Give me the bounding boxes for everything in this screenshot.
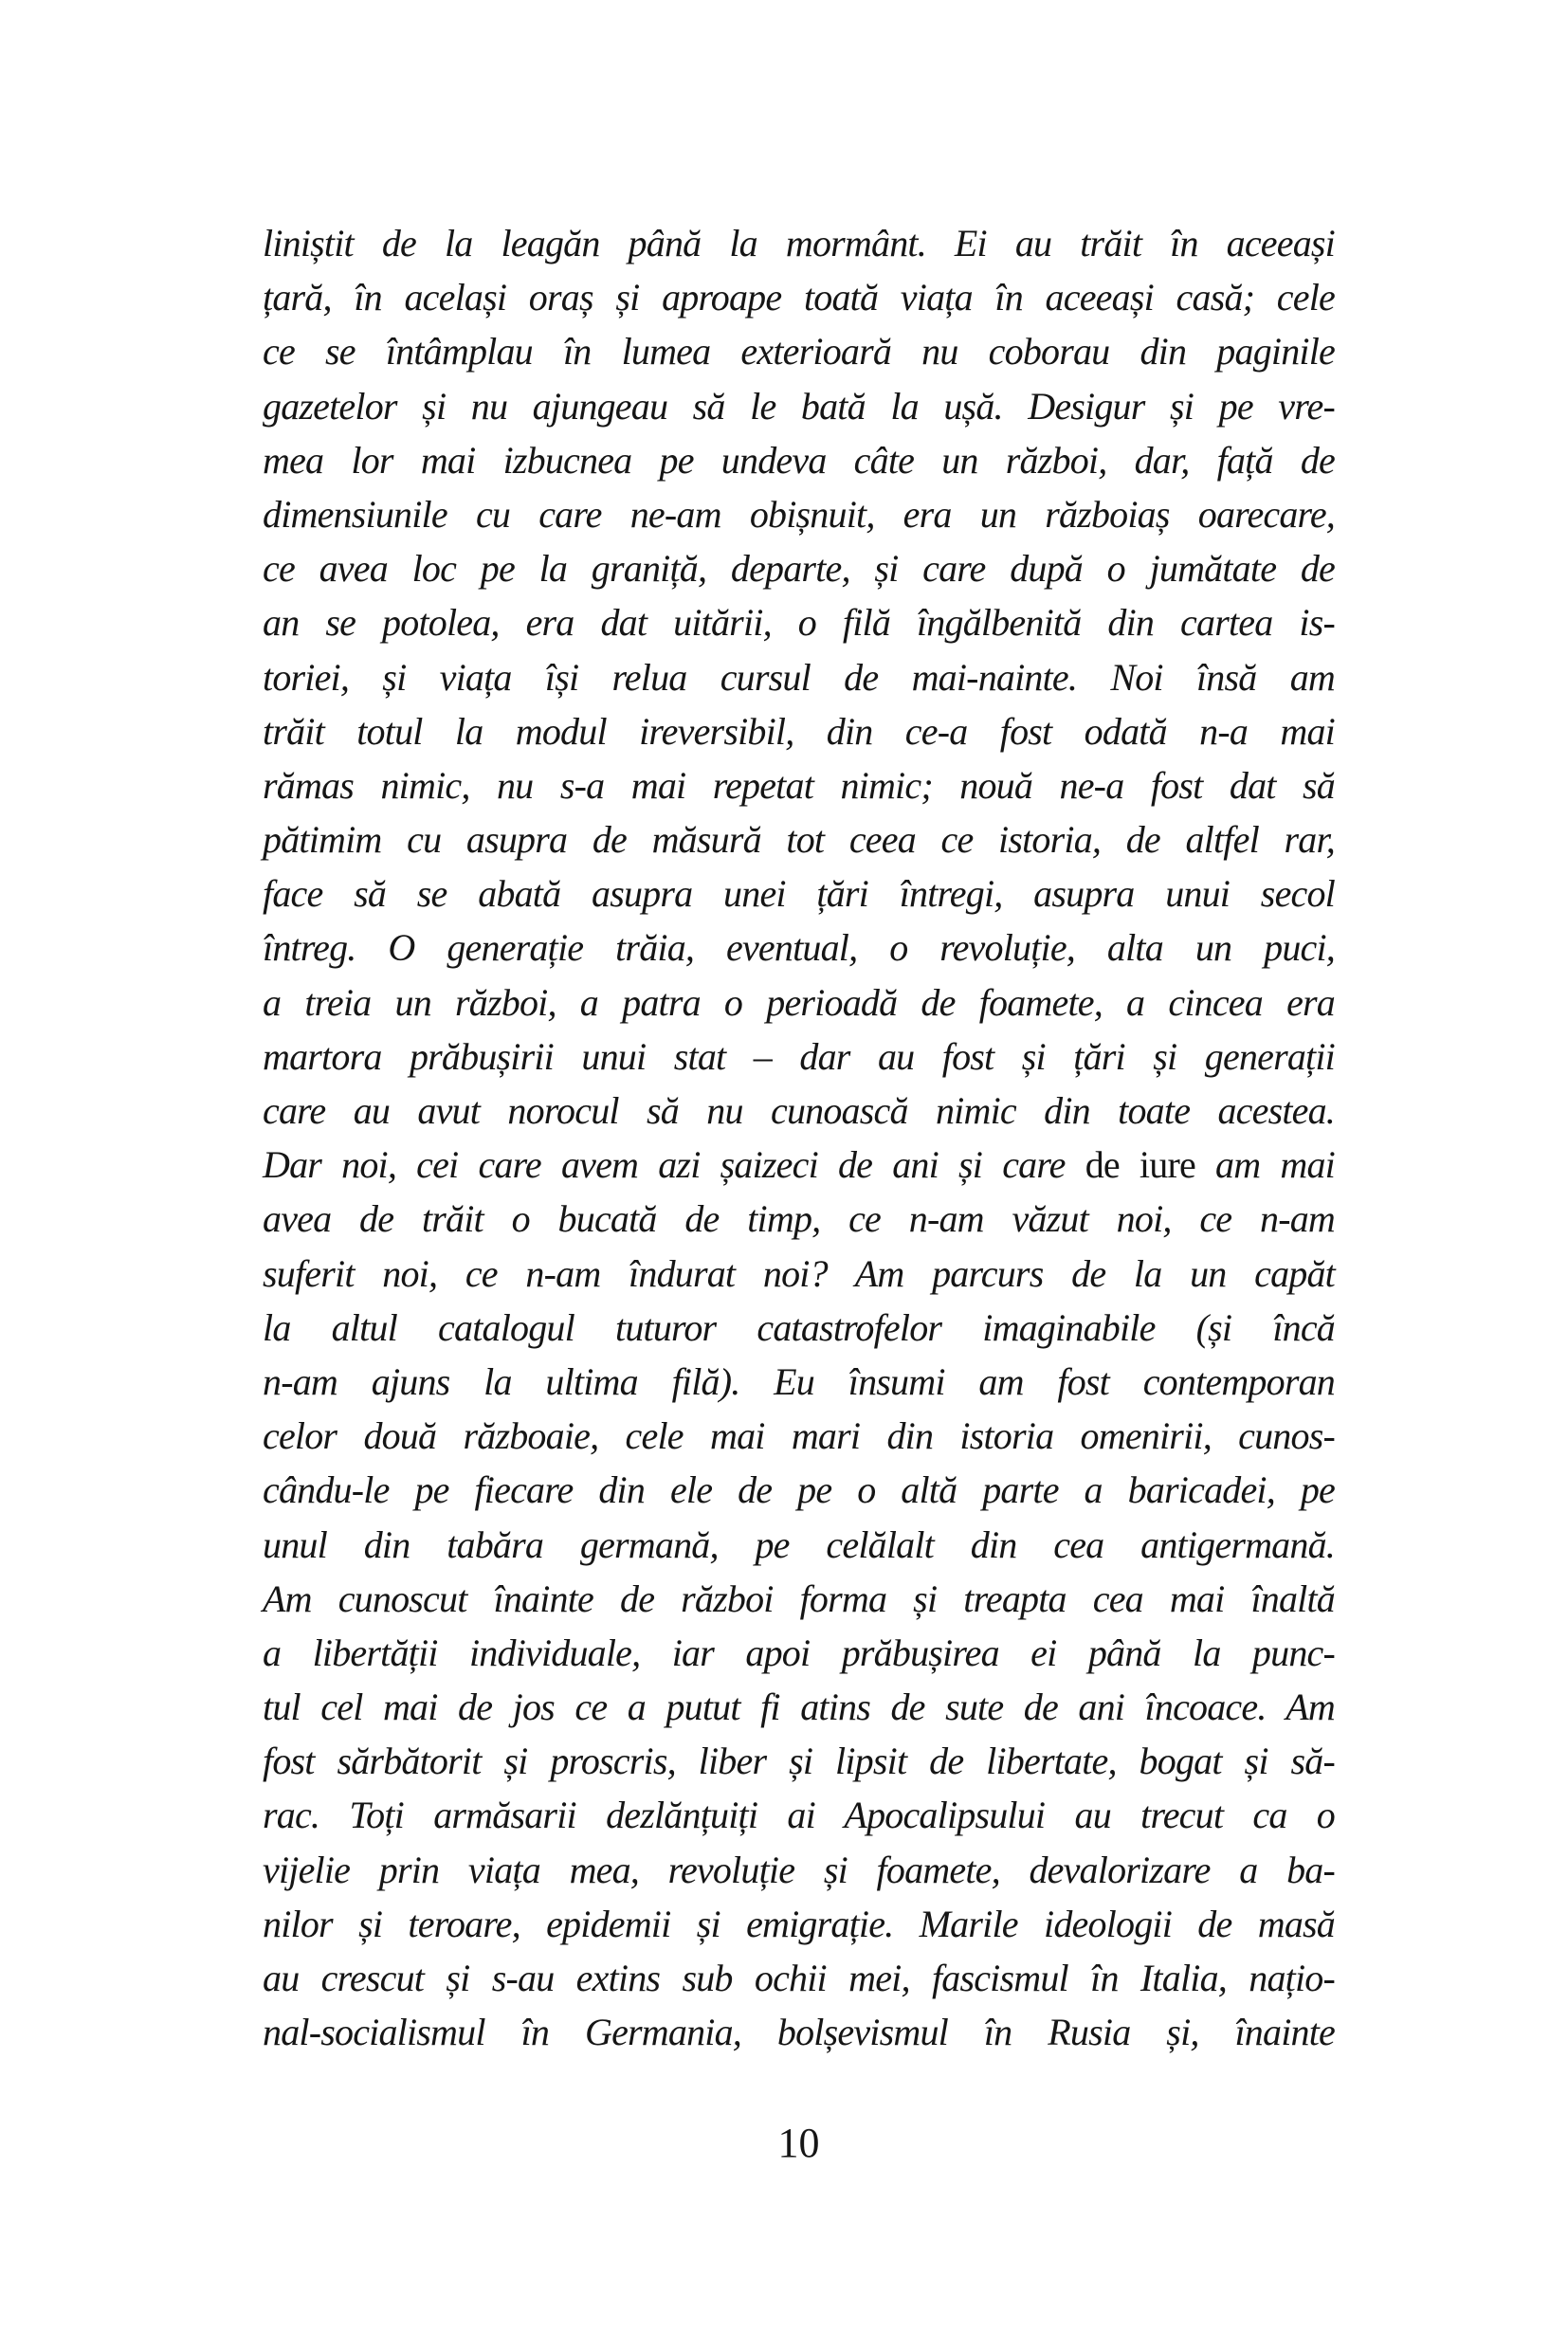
text-line: face să se abată asupra unei țări întregi, asupra unui secol bbox=[263, 872, 1335, 916]
text-line: celor două războaie, cele mai mari din istoria omenirii, cunos- bbox=[263, 1414, 1335, 1458]
text-line: rac. Toți armăsarii dezlănțuiți ai Apocalipsului au trecut ca o bbox=[263, 1794, 1335, 1837]
text-line: nilor și teroare, epidemii și emigrație. Marile ideologii de masă bbox=[263, 1902, 1335, 1945]
text-line: rămas nimic, nu s-a mai repetat nimic; nouă ne-a fost dat să bbox=[263, 763, 1335, 807]
text-line: au crescut și s-au extins sub ochii mei, fascismul în Italia, națio- bbox=[263, 1957, 1335, 1999]
text-line: tul cel mai de jos ce a putut fi atins de sute de ani încoace. Am bbox=[263, 1686, 1335, 1729]
text-line: mea lor mai izbucnea pe undeva câte un război, dar, față de bbox=[263, 438, 1335, 482]
text-line: vijelie prin viața mea, revoluție și foamete, devalorizare a ba- bbox=[263, 1848, 1335, 1891]
text-line: țară, în același oraș și aproape toată viața în aceeași casă; cele bbox=[263, 276, 1335, 319]
text-line: dimensiunile cu care ne-am obișnuit, era un războiaș oarecare, bbox=[263, 492, 1335, 536]
text-line-with-upright-phrase bbox=[263, 1138, 1335, 1192]
text-line: nal-socialismul în Germania, bolșevismul în Rusia și, înainte bbox=[263, 2011, 1335, 2054]
text-line: fost sărbătorit și proscris, liber și lipsit de libertate, bogat și să- bbox=[263, 1740, 1335, 1783]
text-line: a treia un război, a patra o perioadă de foamete, a cincea era bbox=[263, 980, 1335, 1024]
page-number: 10 bbox=[777, 2120, 820, 2166]
text-line: gazetelor și nu ajungeau să le bată la ușă. Desigur și pe vre- bbox=[263, 384, 1335, 428]
text-line: care au avut norocul să nu cunoască nimic din toate acestea. bbox=[263, 1089, 1335, 1132]
text-segment-upright-de-iure: de iure bbox=[1085, 1143, 1195, 1187]
text-line: toriei, și viața își relua cursul de mai-nainte. Noi însă am bbox=[263, 655, 1335, 699]
text-line: an se potolea, era dat uitării, o filă îngălbenită din cartea is- bbox=[263, 601, 1335, 645]
text-line: ce avea loc pe la graniță, departe, și care după o jumătate de bbox=[263, 547, 1335, 591]
text-line: Am cunoscut înainte de război forma și treapta cea mai înaltă bbox=[263, 1576, 1335, 1620]
text-line: martora prăbușirii unui stat – dar au fost și țări și generații bbox=[263, 1034, 1335, 1078]
text-segment-italic: am mai bbox=[1194, 1143, 1335, 1187]
text-line: la altul catalogul tuturor catastrofelor imaginabile (și încă bbox=[263, 1305, 1335, 1349]
text-line: n-am ajuns la ultima filă). Eu însumi am fost contemporan bbox=[263, 1359, 1335, 1403]
text-line: avea de trăit o bucată de timp, ce n-am văzut noi, ce n-am bbox=[263, 1197, 1335, 1241]
text-line: întreg. O generație trăia, eventual, o revoluție, alta un puci, bbox=[263, 926, 1335, 970]
text-line: pătimim cu asupra de măsură tot ceea ce istoria, de altfel rar, bbox=[263, 818, 1335, 862]
text-line: suferit noi, ce n-am îndurat noi? Am parcurs de la un capăt bbox=[263, 1251, 1335, 1295]
body-text bbox=[263, 216, 1335, 2059]
text-line: unul din tabăra germană, pe celălalt din cea antigermană. bbox=[263, 1522, 1335, 1566]
text-line: liniștit de la leagăn până la mormânt. Ei au trăit în aceeași bbox=[263, 222, 1335, 264]
text-line: cându-le pe fiecare din ele de pe o altă parte a baricadei, pe bbox=[263, 1468, 1335, 1512]
text-line: a libertății individuale, iar apoi prăbușirea ei până la punc- bbox=[263, 1631, 1335, 1674]
text-line: ce se întâmplau în lumea exterioară nu coborau din paginile bbox=[263, 330, 1335, 374]
text-segment-italic: Dar noi, cei care avem azi șaizeci de ani și care bbox=[263, 1143, 1085, 1187]
text-line: trăit totul la modul ireversibil, din ce-a fost odată n-a mai bbox=[263, 709, 1335, 753]
